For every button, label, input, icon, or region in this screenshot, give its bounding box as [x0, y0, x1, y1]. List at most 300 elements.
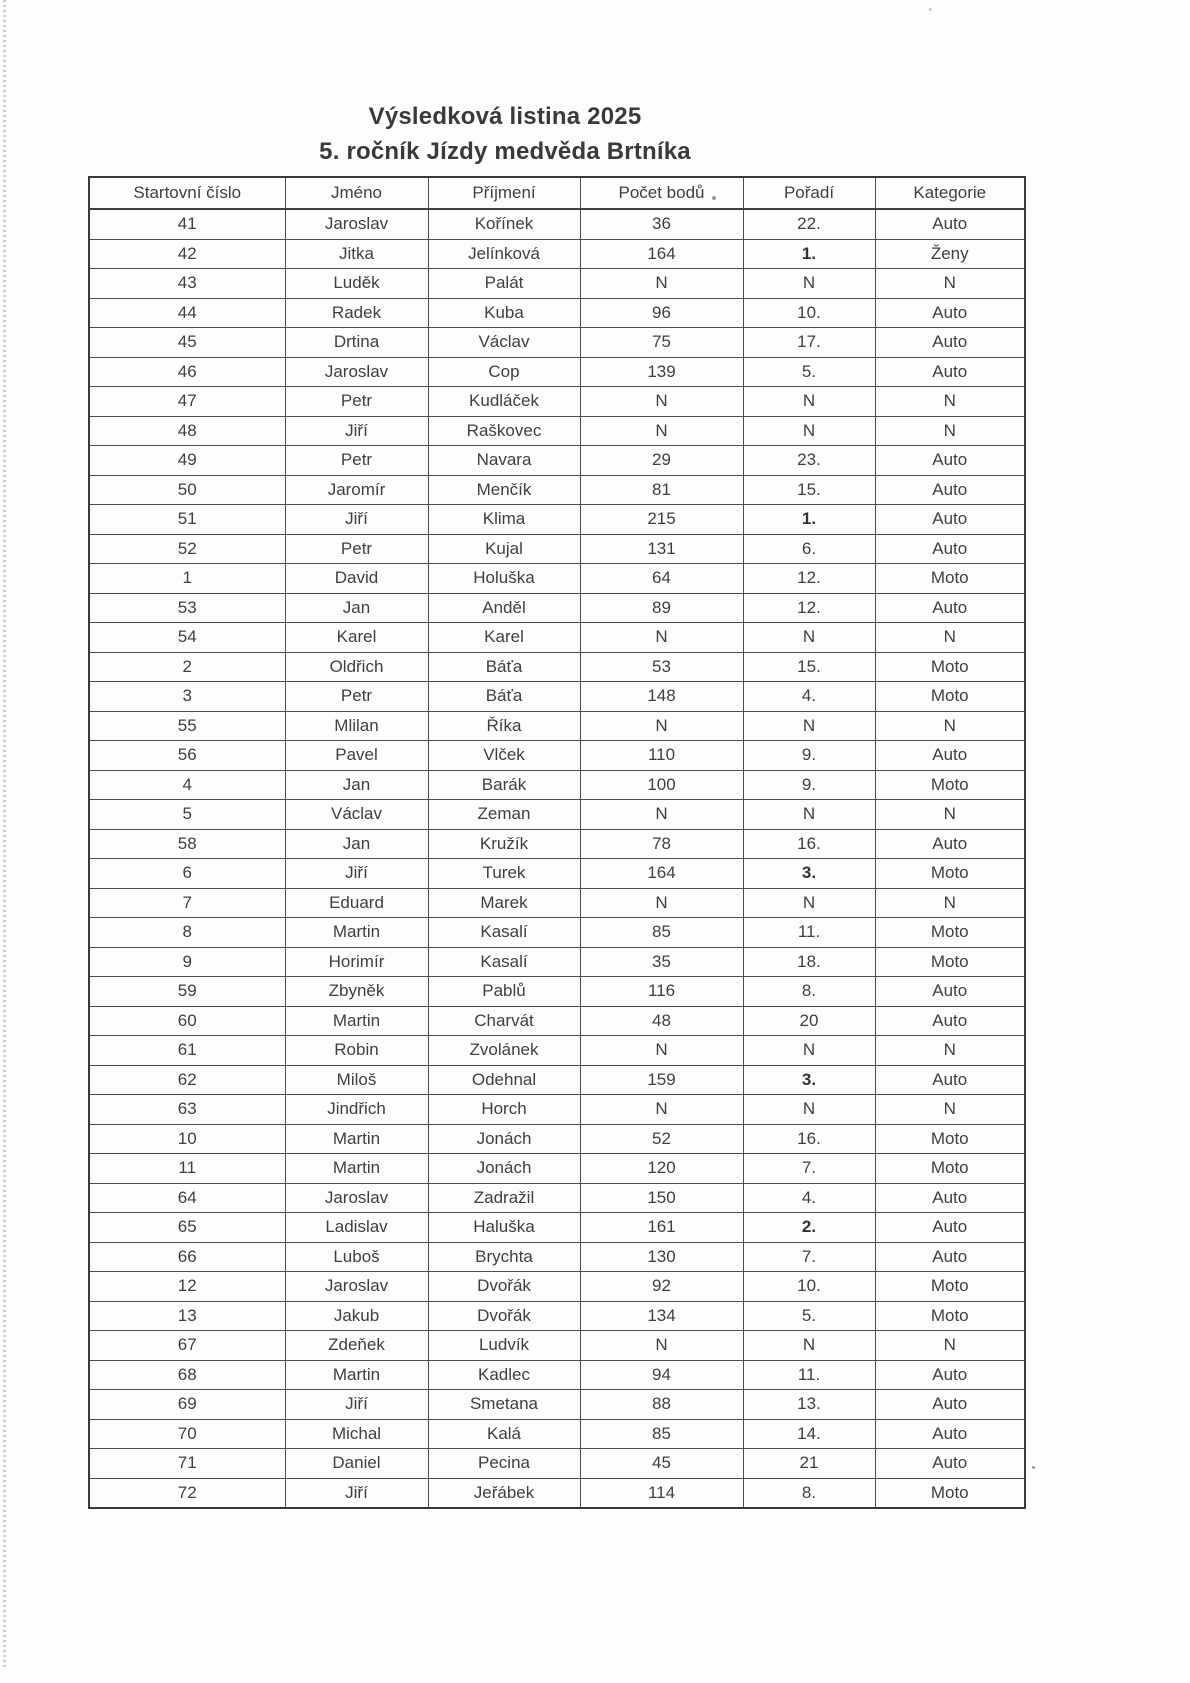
cell-startovni-cislo: 13: [89, 1301, 285, 1331]
cell-pocet-bodu: N: [580, 888, 743, 918]
cell-pocet-bodu: 94: [580, 1360, 743, 1390]
cell-poradi: 3.: [743, 1065, 875, 1095]
cell-startovni-cislo: 9: [89, 947, 285, 977]
cell-jmeno: Jiří: [285, 416, 428, 446]
table-row: [89, 829, 1025, 859]
table-row: [89, 1095, 1025, 1125]
cell-pocet-bodu: 114: [580, 1478, 743, 1508]
cell-prijmeni: Marek: [428, 888, 580, 918]
cell-poradi: 11.: [743, 918, 875, 948]
cell-jmeno: Luděk: [285, 269, 428, 299]
table-row: [89, 1272, 1025, 1302]
cell-pocet-bodu: 215: [580, 505, 743, 535]
cell-poradi: 9.: [743, 741, 875, 771]
cell-kategorie: Auto: [875, 505, 1025, 535]
cell-poradi: 8.: [743, 1478, 875, 1508]
cell-poradi: N: [743, 416, 875, 446]
cell-prijmeni: Smetana: [428, 1390, 580, 1420]
table-row: [89, 1183, 1025, 1213]
cell-jmeno: Jiří: [285, 1478, 428, 1508]
column-header-pocet-bodu: Počet bodů: [580, 177, 743, 209]
cell-jmeno: Jitka: [285, 239, 428, 269]
cell-pocet-bodu: 78: [580, 829, 743, 859]
cell-startovni-cislo: 3: [89, 682, 285, 712]
table-row: [89, 564, 1025, 594]
cell-prijmeni: Kuba: [428, 298, 580, 328]
cell-jmeno: Jan: [285, 770, 428, 800]
cell-kategorie: Moto: [875, 1124, 1025, 1154]
cell-prijmeni: Odehnal: [428, 1065, 580, 1095]
table-row: [89, 1301, 1025, 1331]
cell-kategorie: Auto: [875, 1449, 1025, 1479]
cell-startovni-cislo: 46: [89, 357, 285, 387]
cell-poradi: 1.: [743, 239, 875, 269]
cell-kategorie: Auto: [875, 298, 1025, 328]
cell-pocet-bodu: 36: [580, 209, 743, 239]
scan-speck: [929, 8, 932, 11]
cell-pocet-bodu: 64: [580, 564, 743, 594]
cell-startovni-cislo: 11: [89, 1154, 285, 1184]
cell-pocet-bodu: 96: [580, 298, 743, 328]
cell-kategorie: Ženy: [875, 239, 1025, 269]
table-row: [89, 947, 1025, 977]
cell-kategorie: Moto: [875, 652, 1025, 682]
table-row: [89, 1124, 1025, 1154]
cell-poradi: N: [743, 888, 875, 918]
cell-pocet-bodu: 150: [580, 1183, 743, 1213]
cell-kategorie: Auto: [875, 1006, 1025, 1036]
cell-poradi: 5.: [743, 1301, 875, 1331]
scan-speck: [1032, 1466, 1035, 1469]
cell-kategorie: Auto: [875, 977, 1025, 1007]
cell-prijmeni: Báťa: [428, 652, 580, 682]
cell-pocet-bodu: 85: [580, 918, 743, 948]
cell-prijmeni: Navara: [428, 446, 580, 476]
cell-startovni-cislo: 71: [89, 1449, 285, 1479]
cell-jmeno: Luboš: [285, 1242, 428, 1272]
cell-poradi: 4.: [743, 1183, 875, 1213]
cell-pocet-bodu: 164: [580, 859, 743, 889]
cell-prijmeni: Raškovec: [428, 416, 580, 446]
table-row: [89, 446, 1025, 476]
column-header-poradi: Pořadí: [743, 177, 875, 209]
cell-startovni-cislo: 60: [89, 1006, 285, 1036]
cell-prijmeni: Haluška: [428, 1213, 580, 1243]
table-row: [89, 416, 1025, 446]
cell-jmeno: Zdeňek: [285, 1331, 428, 1361]
cell-pocet-bodu: 134: [580, 1301, 743, 1331]
cell-pocet-bodu: 45: [580, 1449, 743, 1479]
cell-startovni-cislo: 52: [89, 534, 285, 564]
cell-startovni-cislo: 45: [89, 328, 285, 358]
cell-poradi: N: [743, 623, 875, 653]
cell-kategorie: N: [875, 1331, 1025, 1361]
cell-jmeno: Mlilan: [285, 711, 428, 741]
cell-startovni-cislo: 4: [89, 770, 285, 800]
cell-jmeno: Drtina: [285, 328, 428, 358]
cell-kategorie: Auto: [875, 475, 1025, 505]
cell-prijmeni: Ludvík: [428, 1331, 580, 1361]
cell-kategorie: Auto: [875, 1390, 1025, 1420]
cell-kategorie: Auto: [875, 1183, 1025, 1213]
cell-pocet-bodu: 110: [580, 741, 743, 771]
cell-prijmeni: Karel: [428, 623, 580, 653]
cell-kategorie: Auto: [875, 593, 1025, 623]
cell-poradi: 23.: [743, 446, 875, 476]
cell-kategorie: N: [875, 387, 1025, 417]
cell-jmeno: Daniel: [285, 1449, 428, 1479]
table-row: [89, 593, 1025, 623]
table-row: [89, 1360, 1025, 1390]
cell-poradi: 3.: [743, 859, 875, 889]
cell-startovni-cislo: 56: [89, 741, 285, 771]
cell-kategorie: Auto: [875, 741, 1025, 771]
cell-jmeno: Jaroslav: [285, 357, 428, 387]
cell-prijmeni: Kudláček: [428, 387, 580, 417]
table-row: [89, 357, 1025, 387]
cell-prijmeni: Barák: [428, 770, 580, 800]
cell-jmeno: Jan: [285, 593, 428, 623]
cell-pocet-bodu: 85: [580, 1419, 743, 1449]
cell-prijmeni: Anděl: [428, 593, 580, 623]
cell-jmeno: Jaroslav: [285, 209, 428, 239]
cell-startovni-cislo: 66: [89, 1242, 285, 1272]
cell-prijmeni: Turek: [428, 859, 580, 889]
cell-startovni-cislo: 70: [89, 1419, 285, 1449]
cell-poradi: N: [743, 711, 875, 741]
cell-poradi: N: [743, 1331, 875, 1361]
scan-edge-artifact: [3, 0, 6, 1670]
cell-pocet-bodu: 81: [580, 475, 743, 505]
cell-jmeno: Petr: [285, 682, 428, 712]
cell-poradi: 7.: [743, 1154, 875, 1184]
cell-poradi: 13.: [743, 1390, 875, 1420]
cell-jmeno: Ladislav: [285, 1213, 428, 1243]
cell-poradi: 1.: [743, 505, 875, 535]
page-subtitle: 5. ročník Jízdy medvěda Brtníka: [319, 138, 691, 165]
cell-pocet-bodu: N: [580, 416, 743, 446]
cell-jmeno: David: [285, 564, 428, 594]
cell-prijmeni: Cop: [428, 357, 580, 387]
cell-prijmeni: Zvolánek: [428, 1036, 580, 1066]
cell-pocet-bodu: N: [580, 1036, 743, 1066]
cell-jmeno: Václav: [285, 800, 428, 830]
cell-kategorie: Moto: [875, 1272, 1025, 1302]
column-header-startovni-cislo: Startovní číslo: [89, 177, 285, 209]
cell-startovni-cislo: 69: [89, 1390, 285, 1420]
cell-prijmeni: Václav: [428, 328, 580, 358]
cell-jmeno: Jaroslav: [285, 1183, 428, 1213]
cell-jmeno: Jindřich: [285, 1095, 428, 1125]
cell-kategorie: Auto: [875, 446, 1025, 476]
cell-kategorie: N: [875, 623, 1025, 653]
cell-kategorie: Moto: [875, 1478, 1025, 1508]
cell-startovni-cislo: 49: [89, 446, 285, 476]
cell-kategorie: Moto: [875, 564, 1025, 594]
cell-startovni-cislo: 41: [89, 209, 285, 239]
table-row: [89, 1213, 1025, 1243]
cell-pocet-bodu: 75: [580, 328, 743, 358]
cell-kategorie: Moto: [875, 1301, 1025, 1331]
cell-kategorie: Auto: [875, 534, 1025, 564]
cell-kategorie: Moto: [875, 770, 1025, 800]
table-row: [89, 269, 1025, 299]
cell-prijmeni: Kasalí: [428, 947, 580, 977]
cell-prijmeni: Pablů: [428, 977, 580, 1007]
cell-pocet-bodu: N: [580, 711, 743, 741]
cell-startovni-cislo: 42: [89, 239, 285, 269]
cell-prijmeni: Holuška: [428, 564, 580, 594]
cell-jmeno: Petr: [285, 534, 428, 564]
cell-startovni-cislo: 68: [89, 1360, 285, 1390]
table-row: [89, 1449, 1025, 1479]
cell-pocet-bodu: 120: [580, 1154, 743, 1184]
cell-poradi: 14.: [743, 1419, 875, 1449]
cell-startovni-cislo: 65: [89, 1213, 285, 1243]
cell-pocet-bodu: 148: [580, 682, 743, 712]
cell-kategorie: Auto: [875, 829, 1025, 859]
cell-prijmeni: Brychta: [428, 1242, 580, 1272]
cell-startovni-cislo: 54: [89, 623, 285, 653]
cell-poradi: 16.: [743, 829, 875, 859]
cell-poradi: 4.: [743, 682, 875, 712]
table-row: [89, 505, 1025, 535]
cell-jmeno: Jakub: [285, 1301, 428, 1331]
table-row: [89, 1331, 1025, 1361]
cell-jmeno: Jaroslav: [285, 1272, 428, 1302]
cell-startovni-cislo: 64: [89, 1183, 285, 1213]
cell-kategorie: Auto: [875, 1065, 1025, 1095]
cell-poradi: 2.: [743, 1213, 875, 1243]
cell-prijmeni: Dvořák: [428, 1301, 580, 1331]
cell-pocet-bodu: 92: [580, 1272, 743, 1302]
cell-poradi: 10.: [743, 1272, 875, 1302]
cell-prijmeni: Kadlec: [428, 1360, 580, 1390]
cell-startovni-cislo: 6: [89, 859, 285, 889]
cell-jmeno: Martin: [285, 1360, 428, 1390]
column-header-jmeno: Jméno: [285, 177, 428, 209]
cell-kategorie: Auto: [875, 1213, 1025, 1243]
table-row: [89, 1065, 1025, 1095]
table-row: [89, 1390, 1025, 1420]
cell-jmeno: Martin: [285, 918, 428, 948]
cell-jmeno: Robin: [285, 1036, 428, 1066]
table-row: [89, 888, 1025, 918]
cell-kategorie: Auto: [875, 1419, 1025, 1449]
cell-kategorie: Auto: [875, 1360, 1025, 1390]
cell-poradi: 10.: [743, 298, 875, 328]
cell-pocet-bodu: 29: [580, 446, 743, 476]
cell-prijmeni: Zadražil: [428, 1183, 580, 1213]
cell-poradi: 15.: [743, 652, 875, 682]
cell-pocet-bodu: 89: [580, 593, 743, 623]
cell-startovni-cislo: 10: [89, 1124, 285, 1154]
cell-jmeno: Petr: [285, 446, 428, 476]
cell-jmeno: Jiří: [285, 859, 428, 889]
cell-jmeno: Pavel: [285, 741, 428, 771]
cell-kategorie: N: [875, 416, 1025, 446]
cell-poradi: 11.: [743, 1360, 875, 1390]
cell-jmeno: Jiří: [285, 505, 428, 535]
cell-pocet-bodu: 100: [580, 770, 743, 800]
cell-kategorie: N: [875, 269, 1025, 299]
cell-pocet-bodu: N: [580, 623, 743, 653]
cell-kategorie: Auto: [875, 209, 1025, 239]
cell-poradi: 22.: [743, 209, 875, 239]
cell-poradi: 6.: [743, 534, 875, 564]
cell-startovni-cislo: 1: [89, 564, 285, 594]
cell-jmeno: Eduard: [285, 888, 428, 918]
cell-pocet-bodu: 48: [580, 1006, 743, 1036]
cell-startovni-cislo: 58: [89, 829, 285, 859]
cell-prijmeni: Kořínek: [428, 209, 580, 239]
cell-startovni-cislo: 63: [89, 1095, 285, 1125]
cell-prijmeni: Klima: [428, 505, 580, 535]
cell-kategorie: N: [875, 888, 1025, 918]
table-row: [89, 918, 1025, 948]
cell-poradi: 15.: [743, 475, 875, 505]
cell-pocet-bodu: 159: [580, 1065, 743, 1095]
cell-poradi: 18.: [743, 947, 875, 977]
table-row: [89, 770, 1025, 800]
cell-jmeno: Petr: [285, 387, 428, 417]
cell-pocet-bodu: 139: [580, 357, 743, 387]
cell-pocet-bodu: N: [580, 269, 743, 299]
cell-jmeno: Michal: [285, 1419, 428, 1449]
results-table: [88, 176, 1026, 1509]
cell-prijmeni: Vlček: [428, 741, 580, 771]
cell-poradi: 9.: [743, 770, 875, 800]
cell-jmeno: Radek: [285, 298, 428, 328]
cell-startovni-cislo: 50: [89, 475, 285, 505]
cell-pocet-bodu: N: [580, 800, 743, 830]
cell-prijmeni: Zeman: [428, 800, 580, 830]
cell-startovni-cislo: 62: [89, 1065, 285, 1095]
table-row: [89, 534, 1025, 564]
cell-pocet-bodu: 52: [580, 1124, 743, 1154]
cell-prijmeni: Kujal: [428, 534, 580, 564]
cell-poradi: N: [743, 1036, 875, 1066]
cell-startovni-cislo: 47: [89, 387, 285, 417]
cell-poradi: 20: [743, 1006, 875, 1036]
cell-kategorie: Moto: [875, 1154, 1025, 1184]
cell-jmeno: Jiří: [285, 1390, 428, 1420]
cell-startovni-cislo: 12: [89, 1272, 285, 1302]
cell-kategorie: N: [875, 1036, 1025, 1066]
cell-kategorie: Moto: [875, 947, 1025, 977]
cell-prijmeni: Menčík: [428, 475, 580, 505]
table-row: [89, 1419, 1025, 1449]
cell-prijmeni: Horch: [428, 1095, 580, 1125]
cell-pocet-bodu: 161: [580, 1213, 743, 1243]
cell-jmeno: Jan: [285, 829, 428, 859]
cell-prijmeni: Jeřábek: [428, 1478, 580, 1508]
cell-prijmeni: Báťa: [428, 682, 580, 712]
table-row: [89, 1242, 1025, 1272]
cell-pocet-bodu: N: [580, 1095, 743, 1125]
cell-startovni-cislo: 55: [89, 711, 285, 741]
cell-prijmeni: Kalá: [428, 1419, 580, 1449]
table-row: [89, 741, 1025, 771]
table-row: [89, 298, 1025, 328]
table-row: [89, 387, 1025, 417]
cell-startovni-cislo: 53: [89, 593, 285, 623]
table-row: [89, 239, 1025, 269]
cell-poradi: 17.: [743, 328, 875, 358]
cell-pocet-bodu: 116: [580, 977, 743, 1007]
cell-startovni-cislo: 44: [89, 298, 285, 328]
cell-jmeno: Miloš: [285, 1065, 428, 1095]
cell-pocet-bodu: 164: [580, 239, 743, 269]
cell-pocet-bodu: 53: [580, 652, 743, 682]
cell-prijmeni: Jonách: [428, 1154, 580, 1184]
cell-poradi: 12.: [743, 564, 875, 594]
cell-prijmeni: Dvořák: [428, 1272, 580, 1302]
cell-kategorie: Moto: [875, 918, 1025, 948]
table-row: [89, 711, 1025, 741]
cell-kategorie: Moto: [875, 682, 1025, 712]
cell-kategorie: Auto: [875, 1242, 1025, 1272]
cell-poradi: N: [743, 1095, 875, 1125]
cell-startovni-cislo: 72: [89, 1478, 285, 1508]
cell-jmeno: Zbyněk: [285, 977, 428, 1007]
cell-poradi: N: [743, 269, 875, 299]
results-table-header: [89, 177, 1025, 209]
results-table-body: [89, 209, 1025, 1508]
cell-pocet-bodu: 35: [580, 947, 743, 977]
table-row: [89, 209, 1025, 239]
cell-jmeno: Jaromír: [285, 475, 428, 505]
table-row: [89, 328, 1025, 358]
cell-startovni-cislo: 2: [89, 652, 285, 682]
cell-prijmeni: Kasalí: [428, 918, 580, 948]
page-title: Výsledková listina 2025: [368, 103, 642, 130]
cell-pocet-bodu: N: [580, 1331, 743, 1361]
table-row: [89, 682, 1025, 712]
cell-pocet-bodu: 88: [580, 1390, 743, 1420]
cell-prijmeni: Jelínková: [428, 239, 580, 269]
table-row: [89, 1154, 1025, 1184]
cell-poradi: N: [743, 800, 875, 830]
cell-jmeno: Martin: [285, 1154, 428, 1184]
cell-poradi: 16.: [743, 1124, 875, 1154]
table-row: [89, 1036, 1025, 1066]
cell-startovni-cislo: 61: [89, 1036, 285, 1066]
column-header-prijmeni: Příjmení: [428, 177, 580, 209]
cell-prijmeni: Palát: [428, 269, 580, 299]
cell-kategorie: Auto: [875, 357, 1025, 387]
cell-kategorie: Auto: [875, 328, 1025, 358]
cell-pocet-bodu: 131: [580, 534, 743, 564]
cell-startovni-cislo: 48: [89, 416, 285, 446]
cell-kategorie: N: [875, 711, 1025, 741]
cell-startovni-cislo: 43: [89, 269, 285, 299]
table-row: [89, 652, 1025, 682]
cell-jmeno: Oldřich: [285, 652, 428, 682]
cell-jmeno: Karel: [285, 623, 428, 653]
cell-prijmeni: Kružík: [428, 829, 580, 859]
cell-startovni-cislo: 5: [89, 800, 285, 830]
header-row: [89, 177, 1025, 209]
column-header-kategorie: Kategorie: [875, 177, 1025, 209]
cell-prijmeni: Říka: [428, 711, 580, 741]
cell-prijmeni: Jonách: [428, 1124, 580, 1154]
table-row: [89, 623, 1025, 653]
cell-pocet-bodu: N: [580, 387, 743, 417]
table-row: [89, 800, 1025, 830]
cell-poradi: 5.: [743, 357, 875, 387]
table-row: [89, 977, 1025, 1007]
